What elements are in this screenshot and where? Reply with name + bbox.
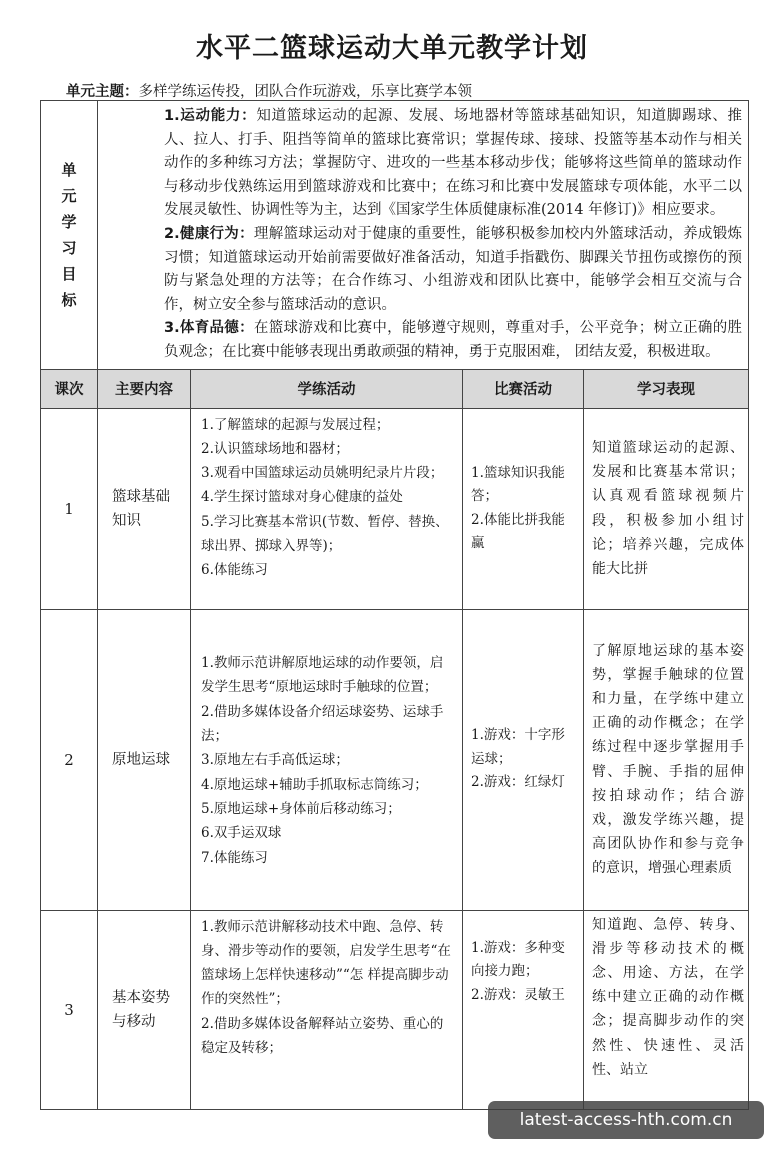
- table-row: [41, 910, 749, 1109]
- lesson-activities: 1.教师示范讲解原地运球的动作要领，启发学生思考“原地运球时手触球的位置； 2.借助多媒体设备介绍运球姿势、运球手法； 3.原地左右手高低运球； 4.原地运球+辅助手抓取标志筒练习； 5.原地运球+身体前后移动练习； 6.双手运双球 7.体能练习: [191, 609, 463, 910]
- lesson-performance: 知道跑、急停、转身、滑步等移动技术的概念、用途、方法，在学练中建立正确的动作概念；提高脚步动作的突然性、快速性、灵活性、站立: [584, 910, 749, 1109]
- header-content: 主要内容: [98, 369, 191, 408]
- lesson-activities: 1.教师示范讲解移动技术中跑、急停、转身、滑步等动作的要领，启发学生思考“在篮球场上怎样快速移动”“怎 样提高脚步动作的突然性”； 2.借助多媒体设备解释站立姿势、重心的稳定及转移；: [191, 910, 463, 1109]
- header-row: [41, 369, 749, 408]
- goal-item: 1.运动能力：知道篮球运动的起源、发展、场地器材等篮球基础知识，知道脚踢球、推人、拉人、打手、阻挡等简单的篮球比赛常识；掌握传球、接球、投篮等基本动作与相关动作的多种练习方法；掌握防守、进攻的一些基本移动步伐；能够将这些简单的篮球动作与移动步伐熟练运用到篮球游戏和比赛中；在练习和比赛中发展篮球专项体能，水平二以发展灵敏性、协调性等为主，达到《国家学生体质健康标准(2014 年修订)》相应要求。: [164, 108, 743, 219]
- lesson-number: 2: [41, 609, 98, 910]
- unit-theme: [66, 80, 472, 101]
- unit-theme-value: 多样学练运传投，团队合作玩游戏，乐享比赛学本领: [138, 84, 472, 100]
- lesson-content: 篮球基础知识: [98, 408, 191, 609]
- header-competitions: 比赛活动: [463, 369, 584, 408]
- lesson-competitions: 1.游戏：多种变向接力跑； 2.游戏：灵敏王: [463, 910, 584, 1109]
- table-row: [41, 609, 749, 910]
- header-performance: 学习表现: [584, 369, 749, 408]
- table-row: [41, 408, 749, 609]
- goals-content: [98, 101, 749, 370]
- goal-item: 3.体育品德：在篮球游戏和比赛中，能够遵守规则，尊重对手，公平竞争；树立正确的胜负观念；在比赛中能够表现出勇敢顽强的精神，勇于克服困难， 团结友爱，积极进取。: [164, 320, 743, 360]
- goals-row: [41, 101, 749, 370]
- lesson-number: 1: [41, 408, 98, 609]
- lesson-competitions: 1.篮球知识我能答； 2.体能比拼我能赢: [463, 408, 584, 609]
- lesson-number: 3: [41, 910, 98, 1109]
- lesson-competitions: 1.游戏：十字形运球； 2.游戏：红绿灯: [463, 609, 584, 910]
- plan-table: [40, 100, 749, 1110]
- watermark: latest-access-hth.com.cn: [488, 1101, 764, 1139]
- lesson-activities: 1.了解篮球的起源与发展过程； 2.认识篮球场地和器材； 3.观看中国篮球运动员姚明纪录片片段； 4.学生探讨篮球对身心健康的益处 5.学习比赛基本常识(节数、暂停、替换、球出界、掷球入界等)； 6.体能练习: [191, 408, 463, 609]
- lesson-performance: 了解原地运球的基本姿势，掌握手触球的位置和力量，在学练中建立正确的动作概念；在学练过程中逐步掌握用手臂、手腕、手指的屈伸按拍球动作；结合游戏，激发学练兴趣，提高团队协作和参与竞争的意识，增强心理素质: [584, 609, 749, 910]
- lesson-content: 原地运球: [98, 609, 191, 910]
- goal-item: 2.健康行为：理解篮球运动对于健康的重要性，能够积极参加校内外篮球活动，养成锻炼习惯；知道篮球运动开始前需要做好准备活动，知道手指戳伤、脚踝关节扭伤或擦伤的预防与紧急处理的方法等；在合作练习、小组游戏和团队比赛中，能够学会相互交流与合作，树立安全参与篮球活动的意识。: [164, 225, 743, 313]
- lesson-content: 基本姿势与移动: [98, 910, 191, 1109]
- header-activities: 学练活动: [191, 369, 463, 408]
- header-lesson: 课次: [41, 369, 98, 408]
- unit-theme-label: 单元主题：: [66, 84, 139, 100]
- goals-label: 单 元 学 习 目 标: [41, 101, 98, 370]
- page-title: 水平二篮球运动大单元教学计划: [196, 33, 588, 64]
- lesson-performance: 知道篮球运动的起源、发展和比赛基本常识；认真观看篮球视频片段，积极参加小组讨论；培养兴趣，完成体能大比拼: [584, 408, 749, 609]
